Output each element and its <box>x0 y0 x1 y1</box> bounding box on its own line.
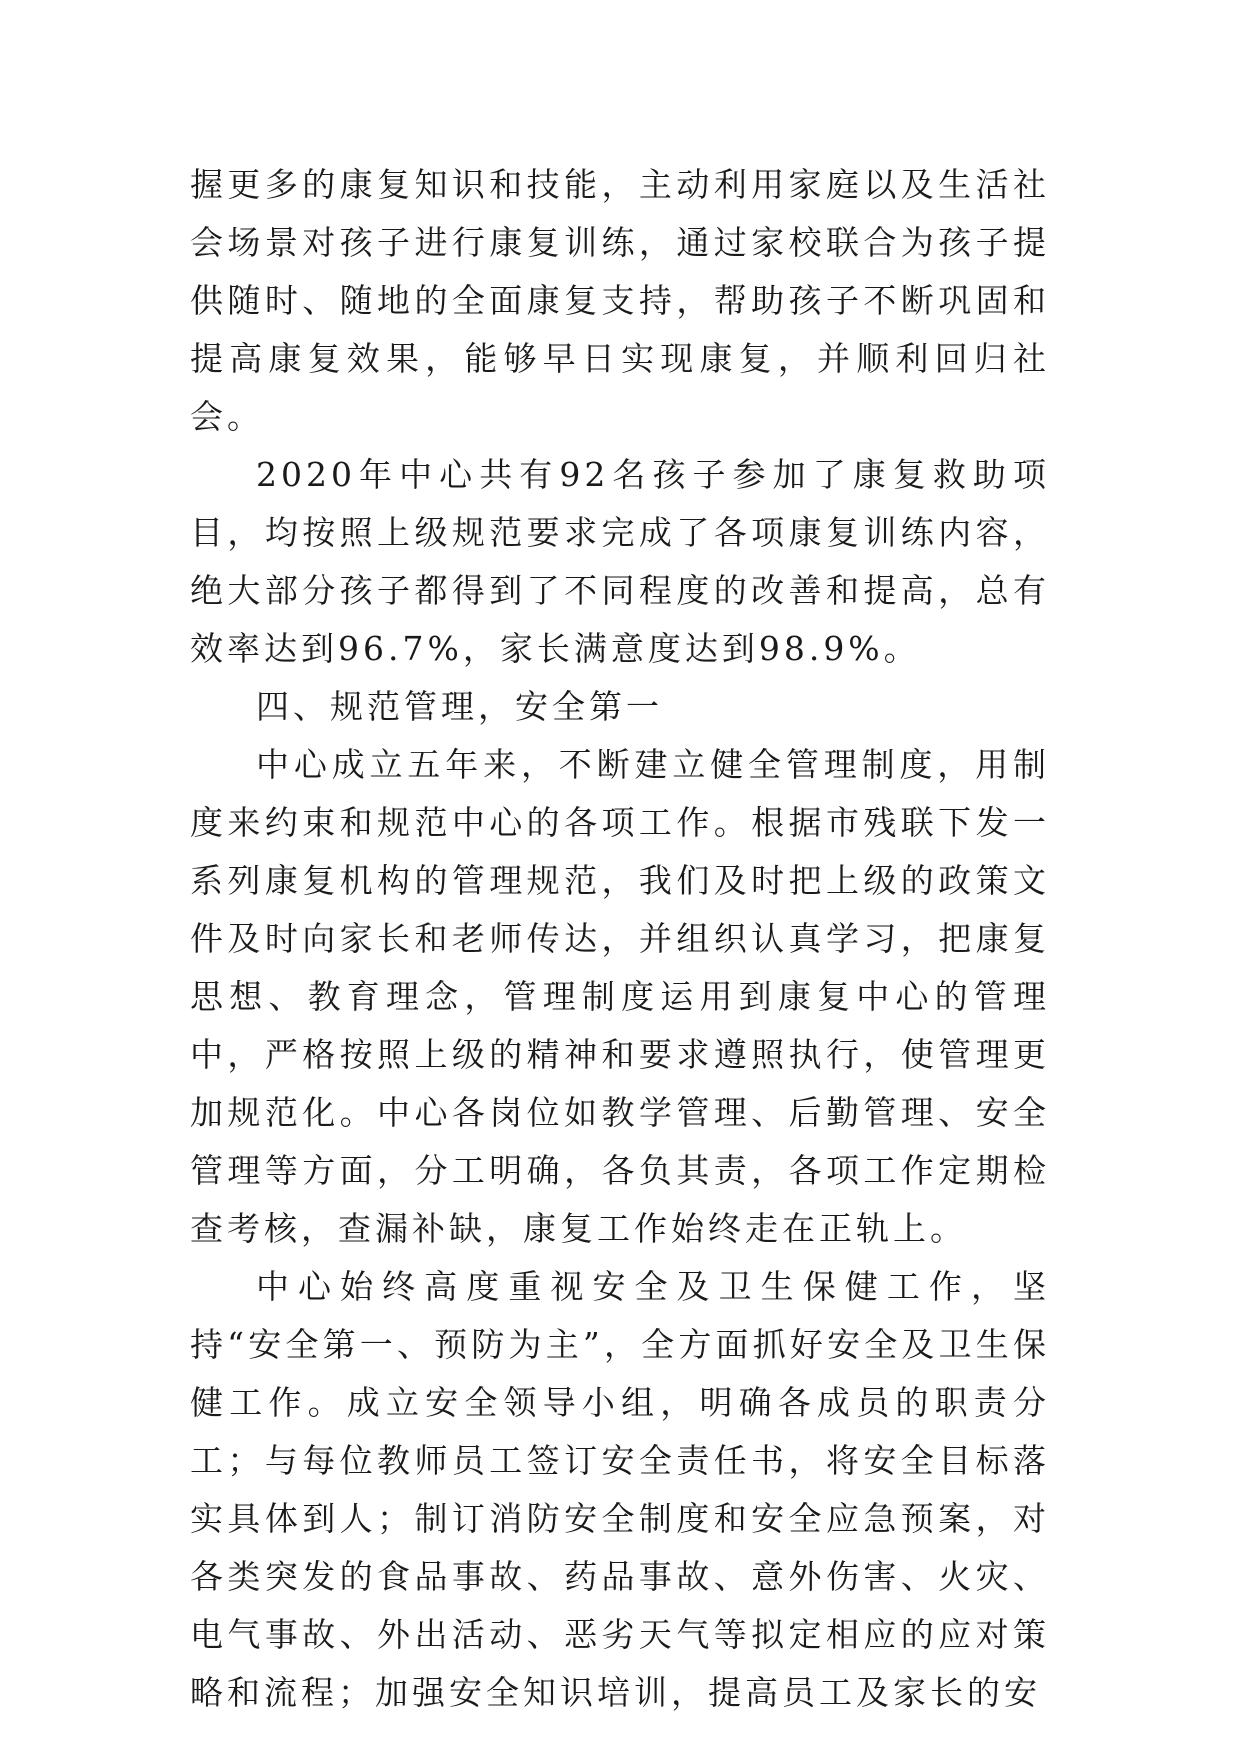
paragraph-management-system: 中心成立五年来，不断建立健全管理制度，用制度来约束和规范中心的各项工作。根据市残联下发一系列康复机构的管理规范，我们及时把上级的政策文件及时向家长和老师传达，并组织认真学习，把康复思想、教育理念，管理制度运用到康复中心的管理中，严格按照上级的精神和要求遵照执行，使管理更加规范化。中心各岗位如教学管理、后勤管理、安全管理等方面，分工明确，各负其责，各项工作定期检查考核，查漏补缺，康复工作始终走在正轨上。 <box>190 745 1050 1248</box>
section-heading-management-safety: 四、规范管理，安全第一 <box>256 687 663 726</box>
paragraph-rehab-knowledge: 握更多的康复知识和技能，主动利用家庭以及生活社会场景对孩子进行康复训练，通过家校联合为孩子提供随时、随地的全面康复支持，帮助孩子不断巩固和提高康复效果，能够早日实现康复，并顺利回归社会。 <box>190 165 1050 436</box>
paragraph-2020-results: 2020年中心共有92名孩子参加了康复救助项目，均按照上级规范要求完成了各项康复训练内容，绝大部分孩子都得到了不同程度的改善和提高，总有效率达到96.7%，家长满意度达到98.9%。 <box>190 455 1050 668</box>
document-body <box>190 156 1050 1722</box>
paragraph-safety-health: 中心始终高度重视安全及卫生保健工作，坚持“安全第一、预防为主”，全方面抓好安全及卫生保健工作。成立安全领导小组，明确各成员的职责分工；与每位教师员工签订安全责任书，将安全目标落实具体到人；制订消防安全制度和安全应急预案，对各类突发的食品事故、药品事故、意外伤害、火灾、电气事故、外出活动、恶劣天气等拟定相应的应对策略和流程；加强安全知识培训，提高员工及家长的安 <box>190 1267 1050 1712</box>
